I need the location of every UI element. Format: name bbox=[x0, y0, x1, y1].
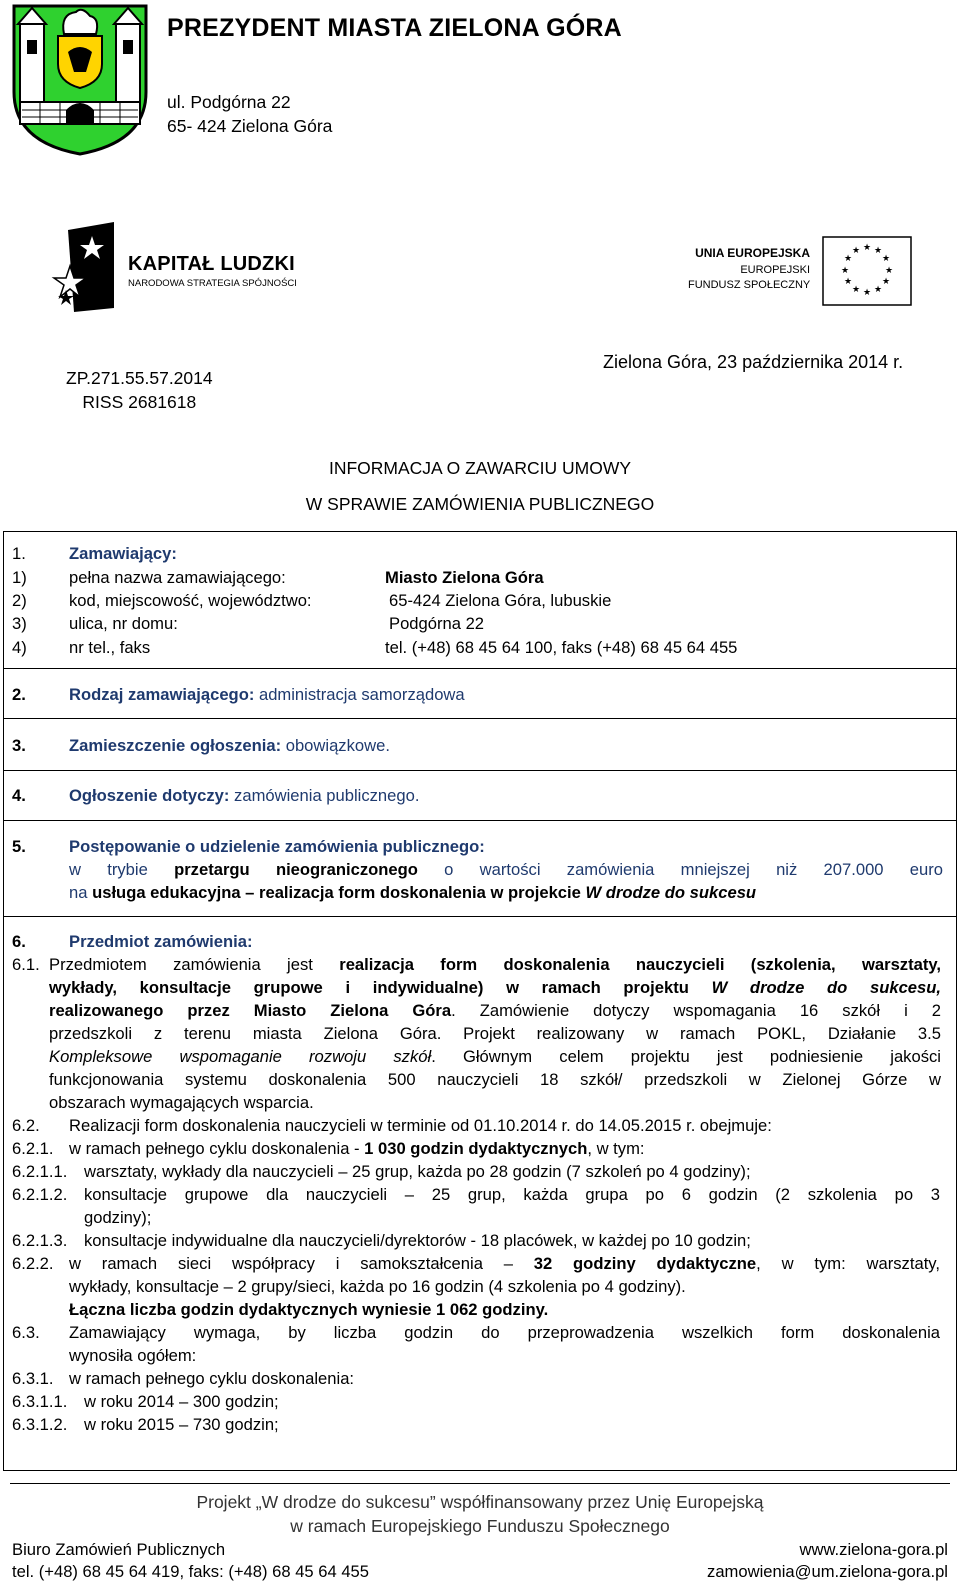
p622-l1c: , w tym: warsztaty, bbox=[756, 1254, 940, 1273]
s1-r1-value: Miasto Zielona Góra bbox=[385, 568, 544, 587]
s5-subject: usługa edukacyjna – realizacja form doskonalenia w projekcie bbox=[92, 883, 586, 902]
s3-num: 3. bbox=[12, 736, 26, 755]
s2-value: administracja samorządowa bbox=[254, 685, 465, 704]
svg-text:★: ★ bbox=[843, 277, 853, 287]
p621-a: w ramach pełnego cyklu doskonalenia - bbox=[69, 1139, 365, 1158]
footer-office: Biuro Zamówień Publicznych bbox=[12, 1540, 226, 1559]
address-street: ul. Podgórna 22 bbox=[167, 92, 291, 112]
s4-num: 4. bbox=[12, 786, 26, 805]
reference-numbers bbox=[66, 366, 213, 414]
p6212-num: 6.2.1.2. bbox=[12, 1185, 68, 1204]
eu-flag-icon bbox=[822, 236, 912, 306]
p63-line2: wynosiła ogółem: bbox=[69, 1346, 197, 1365]
ue-line2: EUROPEJSKI bbox=[740, 264, 810, 276]
footer-project-line2: w ramach Europejskiego Funduszu Społecznego bbox=[290, 1516, 670, 1536]
p61-line7: obszarach wymagających wsparcia. bbox=[49, 1093, 314, 1112]
p622-line2: wykłady, konsultacje – 2 grupy/sieci, każda po 16 godzin (4 szkolenia po 4 godziny). bbox=[69, 1277, 686, 1296]
p622-total: Łączna liczba godzin dydaktycznych wyniesie 1 062 godziny. bbox=[69, 1300, 549, 1319]
p631-num: 6.3.1. bbox=[12, 1369, 54, 1388]
table-border-right bbox=[956, 531, 957, 1471]
svg-text:★: ★ bbox=[851, 285, 861, 295]
s1-r4-value: tel. (+48) 68 45 64 100, faks (+48) 68 45 64 455 bbox=[385, 638, 738, 657]
document-title-line2: W SPRAWIE ZAMÓWIENIA PUBLICZNEGO bbox=[305, 494, 655, 514]
svg-text:★: ★ bbox=[873, 285, 883, 295]
p621-hours: 1 030 godzin dydaktycznych bbox=[364, 1139, 588, 1158]
p61-l5b: . Głównym celem projektu jest podniesienie jakości bbox=[431, 1047, 941, 1066]
s5-l1c: o wartości zamówienia mniejszej niż 207.000 euro bbox=[417, 860, 943, 879]
s6-heading: Przedmiot zamówienia: bbox=[69, 932, 253, 951]
p61-l2a: wykłady, konsultacje grupowe i indywidualne) w ramach projektu bbox=[49, 978, 712, 997]
svg-text:★: ★ bbox=[873, 246, 883, 256]
p63-num: 6.3. bbox=[12, 1323, 40, 1342]
address-city: 65- 424 Zielona Góra bbox=[167, 116, 333, 136]
table-divider bbox=[3, 718, 957, 719]
table-divider bbox=[3, 820, 957, 821]
p6311-num: 6.3.1.1. bbox=[12, 1392, 68, 1411]
p61-l1b: realizacja form doskonalenia nauczycieli (szkolenia, warsztaty, bbox=[339, 955, 941, 974]
table-border-bottom bbox=[3, 1470, 957, 1471]
p6211-num: 6.2.1.1. bbox=[12, 1162, 68, 1181]
p6212-line1: konsultacje grupowe dla nauczycieli – 25 grup, każda grupa po 6 godzin (2 szkolenia po 3 bbox=[84, 1185, 940, 1204]
institution-title: PREZYDENT MIASTA ZIELONA GÓRA bbox=[167, 14, 622, 42]
p63-line1: Zamawiający wymaga, by liczba godzin do przeprowadzenia wszelkich form doskonalenia bbox=[69, 1323, 940, 1342]
table-divider bbox=[3, 770, 957, 771]
svg-text:★: ★ bbox=[881, 277, 891, 287]
document-title-line1: INFORMACJA O ZAWARCIU UMOWY bbox=[328, 458, 632, 478]
s3-text bbox=[69, 735, 390, 757]
p61-l2b: W drodze do sukcesu, bbox=[711, 978, 942, 997]
footer-phone: tel. (+48) 68 45 64 419, faks: (+48) 68 45 64 455 bbox=[12, 1562, 370, 1581]
s1-heading: Zamawiający: bbox=[69, 544, 177, 563]
s4-heading: Ogłoszenie dotyczy: bbox=[69, 786, 230, 805]
p62-num: 6.2. bbox=[12, 1116, 40, 1135]
p61-l3a: realizowanego przez Miasto Zielona Góra bbox=[49, 1001, 452, 1020]
svg-text:★: ★ bbox=[862, 243, 872, 253]
eu-social-fund-logo bbox=[688, 236, 924, 308]
p61-line3 bbox=[49, 1000, 941, 1022]
p631-text: w ramach pełnego cyklu doskonalenia: bbox=[69, 1369, 355, 1388]
s6-num: 6. bbox=[12, 932, 26, 951]
s5-procedure: przetargu nieograniczonego bbox=[174, 860, 418, 879]
svg-text:★: ★ bbox=[851, 246, 861, 256]
s1-r4-label: nr tel., faks bbox=[69, 638, 151, 657]
p6212-line2: godziny); bbox=[84, 1208, 152, 1227]
p622-hours: 32 godziny dydaktyczne bbox=[533, 1254, 757, 1273]
s1-r2-num: 2) bbox=[12, 591, 27, 610]
s5-num: 5. bbox=[12, 837, 26, 856]
s1-r1-label: pełna nazwa zamawiającego: bbox=[69, 568, 286, 587]
svg-text:★: ★ bbox=[884, 266, 894, 276]
p622-l1a: w ramach sieci współpracy i samokształcenia – bbox=[69, 1254, 534, 1273]
reference-riss: RISS 2681618 bbox=[82, 392, 197, 412]
p6211-text: warsztaty, wykłady dla nauczycieli – 25 grup, każda po 28 godzin (7 szkoleń po 4 godziny); bbox=[84, 1162, 751, 1181]
p61-line2 bbox=[49, 977, 941, 999]
s2-num: 2. bbox=[12, 685, 26, 704]
s5-project-name: W drodze do sukcesu bbox=[585, 883, 757, 902]
s5-l1a: w trybie bbox=[69, 860, 175, 879]
s3-heading: Zamieszczenie ogłoszenia: bbox=[69, 736, 282, 755]
p622-line1 bbox=[69, 1253, 940, 1275]
p621-num: 6.2.1. bbox=[12, 1139, 54, 1158]
p61-line4: przedszkoli z terenu miasta Zielona Góra. Projekt realizowany w ramach POKL, Działanie 3.5 bbox=[49, 1024, 941, 1043]
p6312-num: 6.3.1.2. bbox=[12, 1415, 68, 1434]
s1-num: 1. bbox=[12, 544, 26, 563]
svg-text:★: ★ bbox=[840, 266, 850, 276]
s5-line2 bbox=[69, 882, 756, 904]
p6213-text: konsultacje indywidualne dla nauczycieli/dyrektorów - 18 placówek, w każdej po 10 godzin; bbox=[84, 1231, 751, 1250]
ue-line1: UNIA EUROPEJSKA bbox=[695, 246, 810, 260]
s1-r4-num: 4) bbox=[12, 638, 27, 657]
table-divider bbox=[3, 668, 957, 669]
s1-r1-num: 1) bbox=[12, 568, 27, 587]
s2-heading: Rodzaj zamawiającego: bbox=[69, 685, 255, 704]
kapital-ludzki-logo bbox=[48, 222, 338, 317]
p61-line1 bbox=[49, 954, 941, 976]
svg-text:★: ★ bbox=[862, 288, 872, 298]
kl-subtitle: NARODOWA STRATEGIA SPÓJNOŚCI bbox=[128, 278, 297, 289]
p61-l3b: . Zamówienie dotyczy wspomagania 16 szkół i 2 bbox=[451, 1001, 941, 1020]
s2-text bbox=[69, 684, 465, 706]
table-border-top bbox=[3, 531, 957, 532]
coat-of-arms-logo bbox=[10, 2, 150, 157]
s1-r2-label: kod, miejscowość, województwo: bbox=[69, 591, 312, 610]
p61-l5a: Kompleksowe wspomaganie rozwoju szkół bbox=[49, 1047, 432, 1066]
s3-value: obowiązkowe. bbox=[281, 736, 390, 755]
p61-num: 6.1. bbox=[12, 955, 40, 974]
p61-line6: funkcjonowania systemu doskonalenia 500 nauczycieli 18 szkół/ przedszkoli w Zielonej Górze w bbox=[49, 1070, 941, 1089]
reference-zp: ZP.271.55.57.2014 bbox=[66, 368, 213, 388]
s5-l2a: na bbox=[69, 883, 93, 902]
p622-num: 6.2.2. bbox=[12, 1254, 54, 1273]
kl-stars-icon bbox=[48, 222, 118, 317]
p62-text: Realizacji form doskonalenia nauczycieli w terminie od 01.10.2014 r. do 14.05.2015 r. obejmuje: bbox=[69, 1116, 772, 1135]
ue-line3: FUNDUSZ SPOŁECZNY bbox=[688, 279, 811, 291]
s5-line1 bbox=[69, 859, 943, 881]
p621-text bbox=[69, 1138, 645, 1160]
table-border-left bbox=[3, 531, 4, 1471]
document-date: Zielona Góra, 23 października 2014 r. bbox=[603, 352, 904, 372]
s1-r3-value: Podgórna 22 bbox=[389, 614, 485, 633]
institution-address bbox=[167, 90, 332, 138]
p6213-num: 6.2.1.3. bbox=[12, 1231, 68, 1250]
table-divider bbox=[3, 916, 957, 917]
p6311-text: w roku 2014 – 300 godzin; bbox=[84, 1392, 279, 1411]
s5-heading: Postępowanie o udzielenie zamówienia publicznego: bbox=[69, 837, 485, 856]
p61-l1a: Przedmiotem zamówienia jest bbox=[49, 955, 340, 974]
svg-text:★: ★ bbox=[881, 254, 891, 264]
s1-r3-label: ulica, nr domu: bbox=[69, 614, 178, 633]
footer-email: zamowienia@um.zielona-gora.pl bbox=[707, 1562, 948, 1581]
s1-r3-num: 3) bbox=[12, 614, 27, 633]
footer-website: www.zielona-gora.pl bbox=[799, 1540, 948, 1559]
svg-text:★: ★ bbox=[843, 254, 853, 264]
s1-r2-value: 65-424 Zielona Góra, lubuskie bbox=[389, 591, 612, 610]
info-table bbox=[3, 531, 957, 1471]
footer-rule bbox=[10, 1483, 950, 1484]
s4-value: zamówienia publicznego. bbox=[229, 786, 420, 805]
p61-line5 bbox=[49, 1046, 941, 1068]
p621-c: , w tym: bbox=[587, 1139, 645, 1158]
s4-text bbox=[69, 785, 419, 807]
footer-project-line1: Projekt „W drodze do sukcesu” współfinansowany przez Unię Europejską bbox=[196, 1492, 764, 1512]
kl-title: KAPITAŁ LUDZKI bbox=[128, 253, 295, 275]
p6312-text: w roku 2015 – 730 godzin; bbox=[84, 1415, 279, 1434]
